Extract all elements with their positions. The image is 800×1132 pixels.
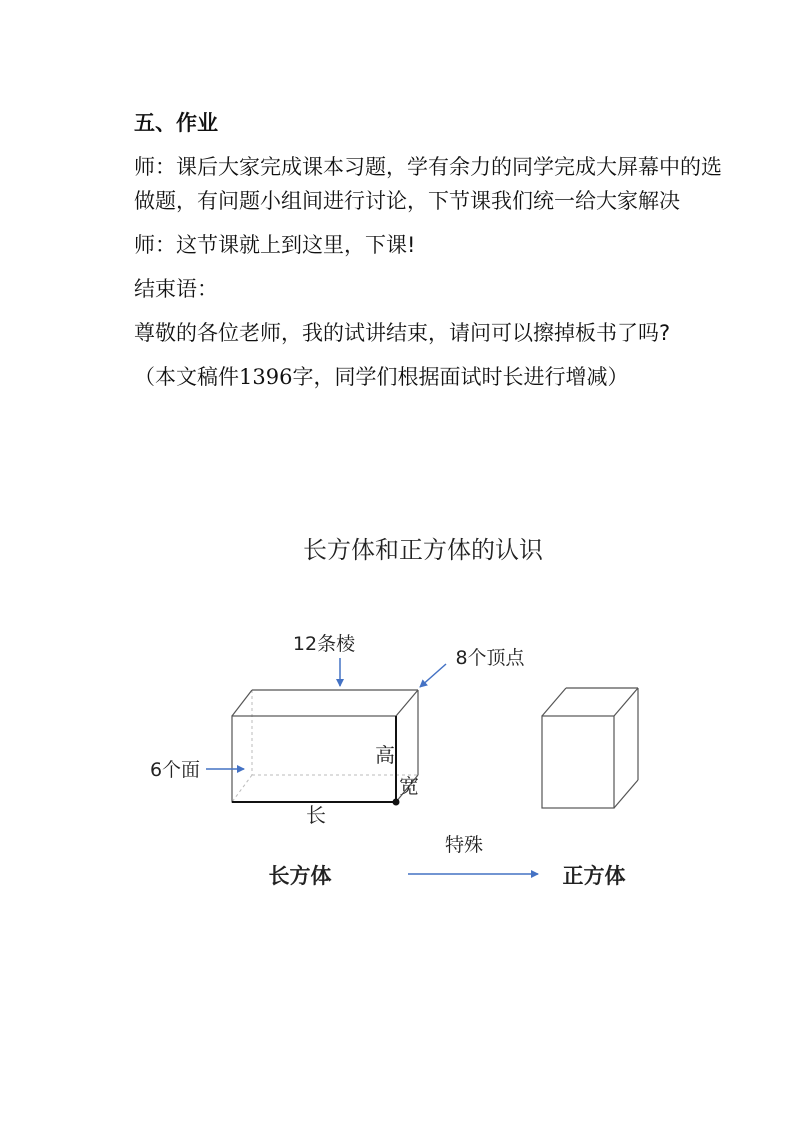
- vertices-arrow: [420, 664, 446, 687]
- faces-label: 6个面: [149, 759, 201, 781]
- closing-paragraph: 尊敬的各位老师，我的试讲结束，请问可以擦掉板书了吗?: [134, 321, 671, 345]
- teacher-dismiss-paragraph: 师：这节课就上到这里，下课!: [134, 233, 416, 257]
- cube-caption: 正方体: [562, 864, 626, 888]
- special-label: 特殊: [444, 834, 484, 856]
- word-count-note: （本文稿件1396字，同学们根据面试时长进行增减）: [134, 365, 629, 389]
- edges-label: 12条棱: [292, 633, 356, 655]
- height-label: 高: [375, 743, 395, 767]
- diagram-title: 长方体和正方体的认识: [303, 536, 543, 564]
- teacher-homework-paragraph: 师：课后大家完成课本习题，学有余力的同学完成大屏幕中的选做题，有问题小组间进行讨论，下节课我们统一给大家解决: [134, 155, 722, 213]
- section-heading: 五、作业: [134, 111, 218, 135]
- closing-label: 结束语：: [134, 277, 218, 301]
- length-label: 长: [306, 803, 326, 827]
- vertices-label: 8个顶点: [455, 647, 525, 669]
- vertex-dot: [393, 799, 400, 806]
- cuboid-caption: 长方体: [268, 864, 332, 888]
- width-label: 宽: [399, 774, 419, 798]
- cube-shape: [542, 688, 638, 808]
